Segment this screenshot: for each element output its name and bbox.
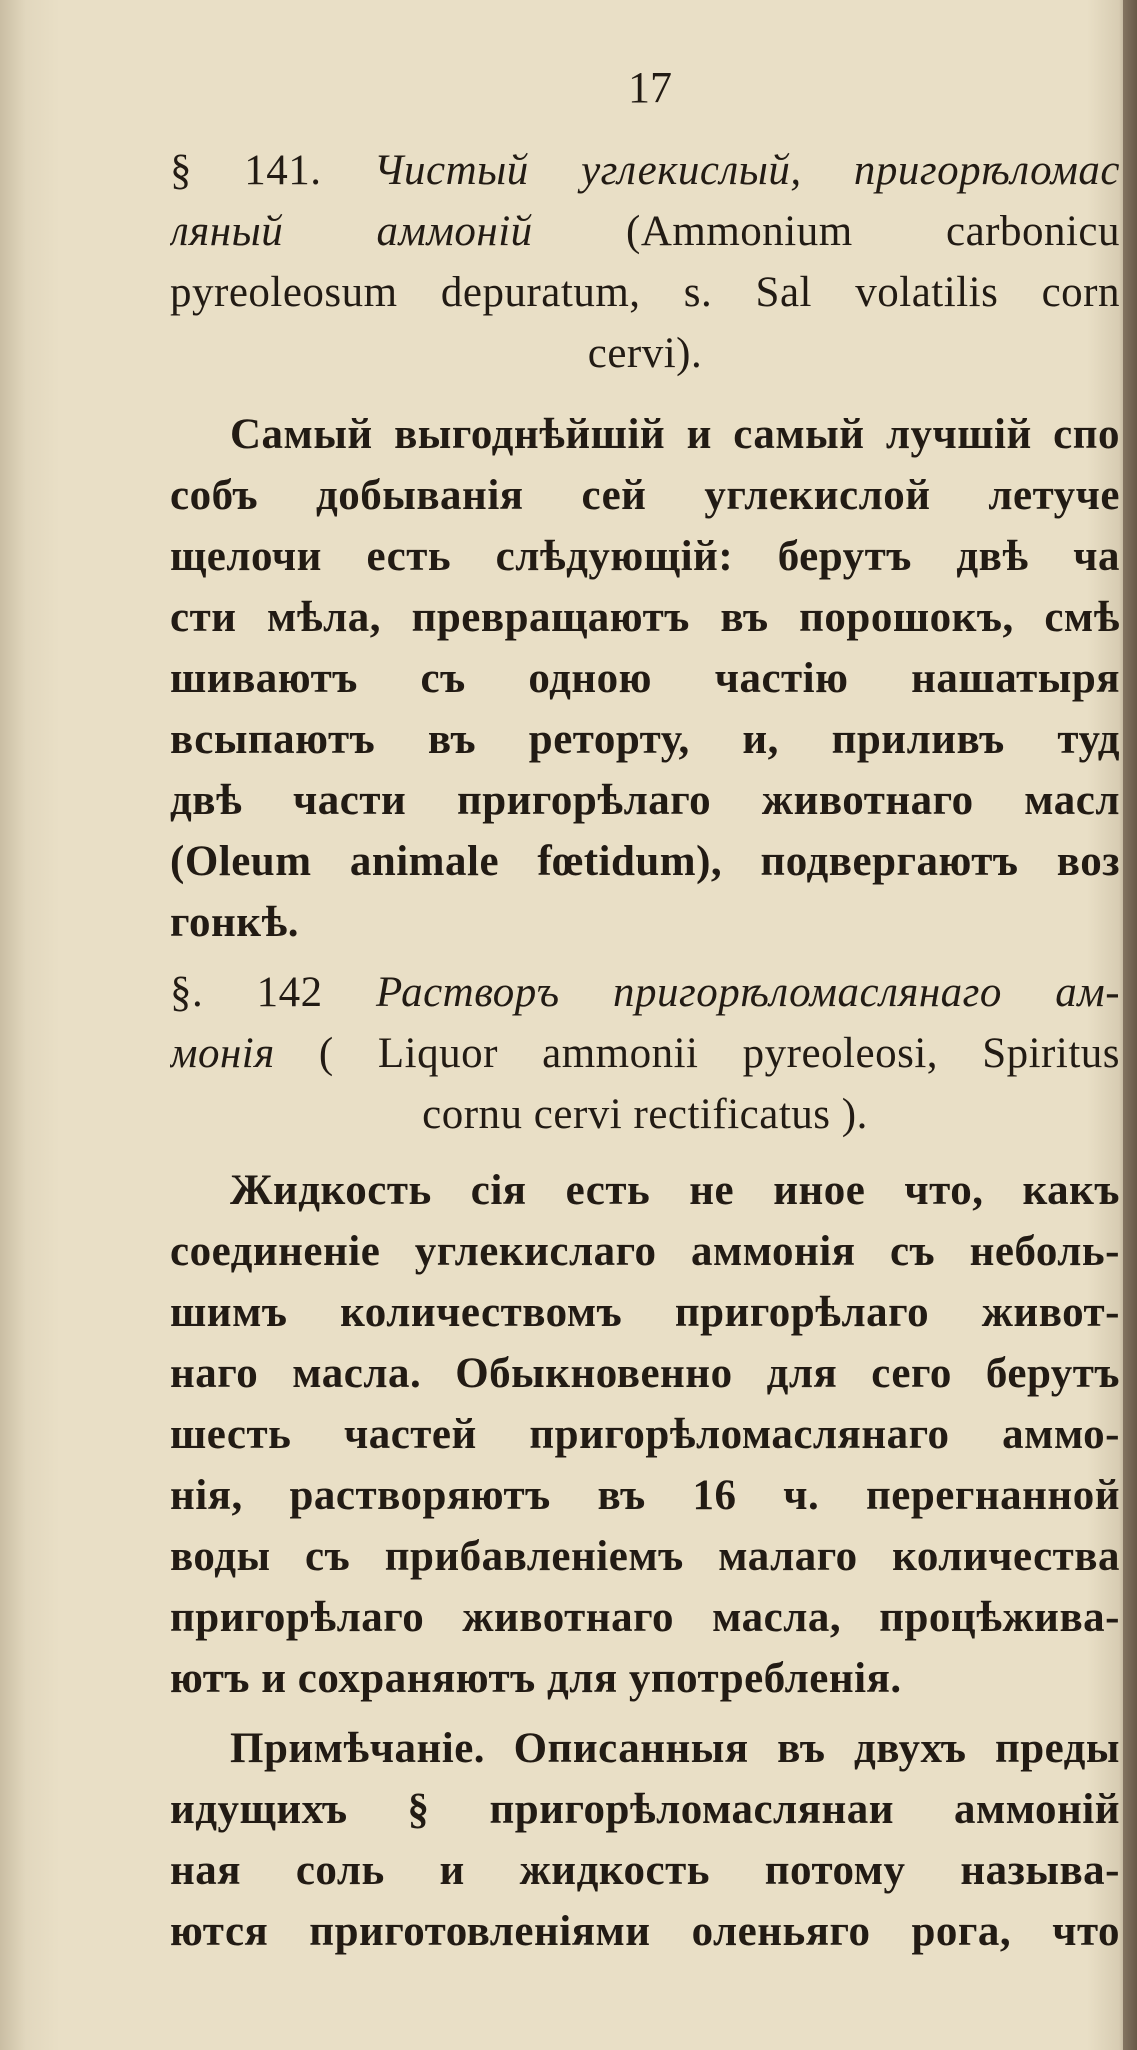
- paragraph-3-line: Примѣчаніе. Описанныя въ двухъ преды: [230, 1725, 1120, 1772]
- section-142-line-1: [170, 962, 1120, 1023]
- paragraph-2-line: Жидкость сія есть не иное что, какъ: [230, 1167, 1120, 1214]
- paragraph-3-line: идущихъ § пригорѣломаслянаи аммоній: [170, 1786, 1120, 1833]
- paragraph-2-line: нія, растворяютъ въ 16 ч. перегнанной: [170, 1472, 1120, 1519]
- paragraph-1-line: сти мѣла, превращаютъ въ порошокъ, смѣ: [170, 594, 1120, 641]
- paragraph-3-line: ются приготовленіями оленьяго рога, что: [170, 1908, 1120, 1955]
- paragraph-1-line: шиваютъ съ одною частію нашатыря: [170, 655, 1120, 702]
- paragraph-2-line: воды съ прибавленіемъ малаго количества: [170, 1533, 1120, 1580]
- section-142-marker: §. 142: [170, 969, 323, 1016]
- section-141-latin-part-1: (Ammonium carbonicu: [626, 208, 1120, 255]
- paragraph-2-line: наго масла. Обыкновенно для сего берутъ: [170, 1350, 1120, 1397]
- section-141-line-4: cervi).: [587, 330, 703, 377]
- paragraph-2-line: пригорѣлаго животнаго масла, процѣжива-: [170, 1594, 1120, 1641]
- section-141-line-3: pyreoleosum depuratum, s. Sal volatilis corn: [170, 269, 1120, 316]
- paragraph-2-line: шимъ количествомъ пригорѣлаго живот-: [170, 1289, 1120, 1336]
- paragraph-2-line: соединеніе углекислаго аммонія съ неболь-: [170, 1228, 1120, 1275]
- paragraph-2-line: ютъ и сохраняютъ для употребленія.: [170, 1655, 902, 1702]
- paragraph-3: [170, 1718, 1120, 1962]
- section-142-title-part-1: Растворъ пригорѣломаслянаго ам-: [375, 969, 1120, 1016]
- section-141-line-2: [170, 201, 1120, 262]
- section-142-line-2: [170, 1023, 1120, 1084]
- section-142-title-part-2: монія: [170, 1030, 275, 1077]
- section-142-latin: ( Liquor ammonii pyreoleosi, Spiritus: [318, 1030, 1120, 1077]
- paragraph-1-line: собъ добыванія сей углекислой летуче: [170, 472, 1120, 519]
- paragraph-3-line: ная соль и жидкость потому называ-: [170, 1847, 1120, 1894]
- section-141-title-part-1: Чистый углекислый, пригорѣломас: [373, 147, 1120, 194]
- section-142-line-3: cornu cervi rectificatus ).: [422, 1091, 868, 1138]
- paragraph-2-line: шесть частей пригорѣломаслянаго аммо-: [170, 1411, 1120, 1458]
- paragraph-1-line: Самый выгоднѣйшій и самый лучшій спо: [230, 411, 1120, 458]
- section-141-title-part-2: ляный аммоній: [170, 208, 533, 255]
- paragraph-1-line: (Oleum animale fœtidum), подвергаютъ воз: [170, 838, 1120, 885]
- paragraph-1-line: всыпаютъ въ реторту, и, приливъ туд: [170, 716, 1120, 763]
- paragraph-1-line: гонкѣ.: [170, 899, 300, 946]
- page-edge-shadow: [1123, 0, 1137, 2050]
- section-141-heading: [170, 140, 1120, 384]
- paragraph-2: [170, 1160, 1120, 1709]
- section-141-marker: § 141.: [170, 147, 322, 194]
- paragraph-1: [170, 404, 1120, 953]
- page-number: 17: [628, 63, 672, 112]
- paragraph-1-line: двѣ части пригорѣлаго животнаго масл: [170, 777, 1120, 824]
- paragraph-1-line: щелочи есть слѣдующій: берутъ двѣ ча: [170, 533, 1120, 580]
- section-142-heading: [170, 962, 1120, 1145]
- section-141-line-1: [170, 140, 1120, 201]
